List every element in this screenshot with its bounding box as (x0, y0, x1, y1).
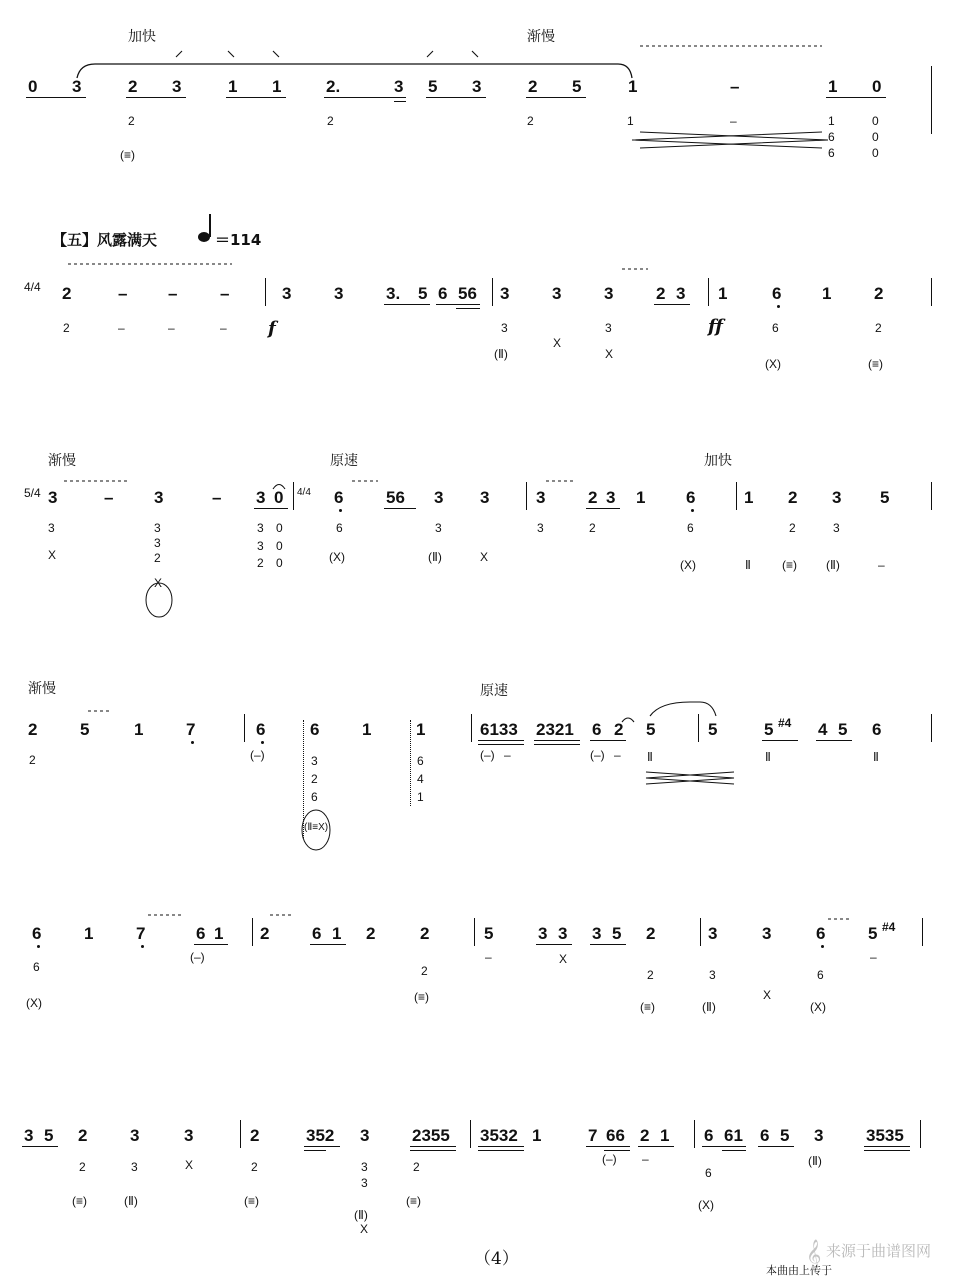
perc-mark: Ⅱ (745, 558, 751, 572)
perc-note: 0 (276, 521, 283, 535)
note: 3 (708, 924, 718, 943)
barline (922, 918, 923, 946)
perc-note: 0 (276, 556, 283, 570)
perc-mark: (≡) (414, 990, 429, 1004)
note-group: 3532 (480, 1126, 518, 1145)
note: 3 (538, 924, 548, 943)
perc-note: 3 (257, 521, 264, 535)
barline (240, 1120, 241, 1148)
note: 56 (458, 284, 477, 303)
perc-mark: X (559, 952, 568, 966)
a-tempo-marking: 原速 (480, 683, 508, 699)
note: 3 (536, 488, 546, 507)
note: 5 (572, 77, 582, 96)
perc-note: 2 (154, 551, 161, 565)
dynamic-f: f (268, 318, 276, 339)
note: 1 (828, 77, 838, 96)
perc-note: 6 (33, 960, 40, 974)
note: 1 (134, 720, 144, 739)
note: 3 (24, 1126, 34, 1145)
note-group: 2355 (412, 1126, 450, 1145)
perc-note: 3 (501, 321, 508, 335)
perc-mark: Ⅱ (765, 750, 771, 764)
perc-mark: (X) (329, 550, 345, 564)
note: 3 (394, 77, 404, 96)
underline (478, 1150, 524, 1151)
note-sharp: #4 (778, 716, 792, 730)
perc-dash: – (642, 1152, 649, 1166)
dash: – (730, 77, 740, 96)
perc-note: 3 (154, 521, 161, 535)
perc-note: 0 (276, 539, 283, 553)
note: 5 (646, 720, 656, 739)
perc-mark: (≡) (782, 558, 797, 572)
perc-mark: (≡) (244, 1194, 259, 1208)
note: 3. (386, 284, 401, 303)
perc-dash: – (614, 748, 621, 762)
note: 6 (256, 720, 266, 739)
barline (700, 918, 701, 946)
note: 3 (558, 924, 568, 943)
note: 3 (832, 488, 842, 507)
note: 3 (154, 488, 164, 507)
note: 5 (880, 488, 890, 507)
perc-note: 2 (421, 964, 428, 978)
perc-mark: (Ⅱ) (494, 347, 508, 361)
perc-note: 6 (705, 1166, 712, 1180)
underline (864, 1150, 910, 1151)
note: 5 (612, 924, 622, 943)
note: 2 (260, 924, 270, 943)
note: 6 (32, 924, 42, 943)
perc-mark: X (360, 1222, 369, 1236)
dash: – (212, 488, 222, 507)
note-group: 66 (606, 1126, 625, 1145)
perc-note: 0 (872, 114, 879, 128)
perc-note: 6 (687, 521, 694, 535)
perc-mark: (X) (765, 357, 781, 371)
note: 6 (196, 924, 206, 943)
note: 1 (822, 284, 832, 303)
note: 1 (214, 924, 224, 943)
note: 1 (628, 77, 638, 96)
note: 4 (818, 720, 828, 739)
perc-note: 6 (817, 968, 824, 982)
perc-note: 6 (828, 146, 835, 160)
underline (638, 1146, 674, 1147)
note: 5 (80, 720, 90, 739)
barline (694, 1120, 695, 1148)
note: 6 (704, 1126, 714, 1145)
note: 2 (656, 284, 666, 303)
note: 5 (428, 77, 438, 96)
dash: – (118, 284, 128, 303)
note: 5 (838, 720, 848, 739)
perc-mark: (–) (602, 1152, 617, 1166)
perc-note: 3 (154, 536, 161, 550)
underline (758, 1146, 794, 1147)
perc-note: 3 (833, 521, 840, 535)
perc-note: 6 (336, 521, 343, 535)
note-group: 6133 (480, 720, 518, 739)
rit-marking: 渐慢 (48, 453, 76, 469)
underline (410, 1150, 456, 1151)
page-number: （4） (474, 1249, 519, 1269)
perc-note: 2 (647, 968, 654, 982)
accel-marking: 加快 (128, 29, 156, 45)
note: 2 (874, 284, 884, 303)
underline (590, 944, 626, 945)
underline (478, 1146, 524, 1147)
underline (864, 1146, 910, 1147)
perc-note: 6 (772, 321, 779, 335)
perc-mark: (–) (590, 748, 605, 762)
perc-mark: X (605, 347, 614, 361)
perc-note: 3 (361, 1176, 368, 1190)
note: 0 (872, 77, 882, 96)
underline (586, 1146, 630, 1147)
treble-clef-logo-icon: 𝄞 (806, 1240, 822, 1270)
perc-mark: (–) (190, 950, 205, 964)
note: 6 (772, 284, 782, 303)
note: 2 (640, 1126, 650, 1145)
dash: – (220, 284, 230, 303)
note: 1 (718, 284, 728, 303)
perc-mark: Ⅱ (647, 750, 653, 764)
perc-mark: Ⅱ (873, 750, 879, 764)
note: 6 (310, 720, 320, 739)
perc-mark: (X) (810, 1000, 826, 1014)
note: 0 (274, 488, 284, 507)
perc-mark: (–) (250, 748, 265, 762)
dynamic-ff: ff (708, 316, 723, 337)
perc-note: 2 (589, 521, 596, 535)
a-tempo-marking: 原速 (330, 453, 358, 469)
note: 3 (472, 77, 482, 96)
note: 6 (592, 720, 602, 739)
barline (920, 1120, 921, 1148)
note: 1 (744, 488, 754, 507)
perc-mark: (Ⅱ) (808, 1154, 822, 1168)
perc-note: 1 (417, 790, 424, 804)
perc-dash: – (485, 950, 492, 964)
time-signature: 4/4 (297, 487, 311, 498)
perc-dash: – (730, 114, 737, 128)
perc-note: 3 (605, 321, 612, 335)
note: 3 (604, 284, 614, 303)
perc-note: 2 (327, 114, 334, 128)
perc-note: 1 (828, 114, 835, 128)
perc-mark: (Ⅱ≡X) (304, 822, 329, 833)
note: 2 (366, 924, 376, 943)
note: 6 (872, 720, 882, 739)
perc-mark: (X) (680, 558, 696, 572)
note: 5 (484, 924, 494, 943)
perc-mark: (Ⅱ) (354, 1208, 368, 1222)
note: 3 (172, 77, 182, 96)
section-label: 【五】风露满天 (52, 231, 158, 249)
note: 1 (660, 1126, 670, 1145)
time-signature: 5/4 (24, 486, 41, 500)
note: 6 (312, 924, 322, 943)
note: 2 (128, 77, 138, 96)
note: 2 (250, 1126, 260, 1145)
note: 1 (636, 488, 646, 507)
perc-mark: (X) (26, 996, 42, 1010)
note: 3 (500, 284, 510, 303)
perc-note: 2 (128, 114, 135, 128)
perc-mark: (Ⅱ) (702, 1000, 716, 1014)
perc-note: 1 (627, 114, 634, 128)
watermark: 来源于曲谱图网 (826, 1242, 932, 1260)
perc-mark: (≡) (120, 148, 135, 162)
time-signature: 4/4 (24, 280, 41, 294)
tempo-value: ＝114 (215, 231, 262, 249)
perc-note: 3 (311, 754, 318, 768)
perc-note: 4 (417, 772, 424, 786)
perc-dash: – (504, 748, 511, 762)
perc-note: 2 (63, 321, 70, 335)
note: 2 (646, 924, 656, 943)
note: 3 (552, 284, 562, 303)
perc-dash: – (168, 321, 175, 335)
note: 5 (418, 284, 428, 303)
octave-dot (821, 945, 824, 948)
note: 3 (48, 488, 58, 507)
note: 2. (326, 77, 341, 96)
rit-marking: 渐慢 (527, 29, 555, 45)
note: 3 (676, 284, 686, 303)
note: 3 (592, 924, 602, 943)
note: 2 (614, 720, 624, 739)
note: 2 (78, 1126, 88, 1145)
rit-marking: 渐慢 (28, 681, 56, 697)
perc-mark: X (553, 336, 562, 350)
note: 3 (606, 488, 616, 507)
perc-mark: (≡) (72, 1194, 87, 1208)
underline (604, 1150, 630, 1151)
octave-dot (37, 945, 40, 948)
perc-note: 2 (413, 1160, 420, 1174)
note: 7 (588, 1126, 598, 1145)
note: 2 (588, 488, 598, 507)
note: 2 (788, 488, 798, 507)
perc-mark: (≡) (406, 1194, 421, 1208)
underline (194, 944, 228, 945)
underline (304, 1150, 326, 1151)
perc-mark: (–) (480, 748, 495, 762)
perc-dash: – (118, 321, 125, 335)
note: 1 (362, 720, 372, 739)
perc-note: 0 (872, 130, 879, 144)
note: 5 (44, 1126, 54, 1145)
note: 1 (416, 720, 426, 739)
perc-note: 2 (875, 321, 882, 335)
perc-note: 3 (361, 1160, 368, 1174)
note: 6 (438, 284, 448, 303)
accel-marking: 加快 (704, 453, 732, 469)
note: 3 (72, 77, 82, 96)
note: 3 (814, 1126, 824, 1145)
note: 3 (184, 1126, 194, 1145)
perc-note: 3 (537, 521, 544, 535)
perc-mark: (≡) (640, 1000, 655, 1014)
perc-mark: X (763, 988, 772, 1002)
barline (470, 1120, 471, 1148)
note: 3 (360, 1126, 370, 1145)
perc-mark: X (48, 548, 57, 562)
note: 2 (528, 77, 538, 96)
note: 7 (186, 720, 196, 739)
perc-dash: – (220, 321, 227, 335)
note: 3 (480, 488, 490, 507)
note: 0 (28, 77, 38, 96)
dash: – (104, 488, 114, 507)
note: 2 (62, 284, 72, 303)
perc-mark: (Ⅱ) (428, 550, 442, 564)
note: 1 (272, 77, 282, 96)
perc-mark: X (154, 576, 163, 590)
perc-mark: (≡) (868, 357, 883, 371)
perc-note: 3 (709, 968, 716, 982)
note: 2 (420, 924, 430, 943)
perc-note: 6 (828, 130, 835, 144)
note: 1 (228, 77, 238, 96)
perc-note: 2 (29, 753, 36, 767)
perc-note: 3 (257, 539, 264, 553)
note: 1 (332, 924, 342, 943)
octave-dot (141, 945, 144, 948)
underline (310, 944, 346, 945)
barline (474, 918, 475, 946)
perc-note: 2 (527, 114, 534, 128)
perc-mark: (X) (698, 1198, 714, 1212)
barline (252, 918, 253, 946)
note: 2 (28, 720, 38, 739)
underline (304, 1146, 340, 1147)
perc-dash: – (878, 558, 885, 572)
perc-note: 2 (79, 1160, 86, 1174)
underline (536, 944, 572, 945)
note: 5 (764, 720, 774, 739)
note-group: 352 (306, 1126, 335, 1145)
note: 7 (136, 924, 146, 943)
perc-mark: (Ⅱ) (124, 1194, 138, 1208)
dash: – (168, 284, 178, 303)
note-group: 61 (724, 1126, 743, 1145)
perc-note: 3 (48, 521, 55, 535)
note: 5 (708, 720, 718, 739)
note: 6 (760, 1126, 770, 1145)
note-sharp: #4 (882, 920, 896, 934)
note: 6 (816, 924, 826, 943)
note: 6 (686, 488, 696, 507)
note: 5 (868, 924, 878, 943)
note: 3 (762, 924, 772, 943)
note: 3 (434, 488, 444, 507)
note: 1 (84, 924, 94, 943)
underline (22, 1146, 58, 1147)
perc-dash: – (870, 950, 877, 964)
perc-note: 3 (435, 521, 442, 535)
underline (702, 1146, 746, 1147)
perc-note: 6 (311, 790, 318, 804)
perc-mark: X (185, 1158, 194, 1172)
perc-note: 2 (251, 1160, 258, 1174)
perc-note: 3 (131, 1160, 138, 1174)
perc-note: 0 (872, 146, 879, 160)
perc-note: 2 (257, 556, 264, 570)
perc-note: 6 (417, 754, 424, 768)
note: 3 (334, 284, 344, 303)
note: 1 (532, 1126, 542, 1145)
note: 3 (130, 1126, 140, 1145)
perc-note: 2 (311, 772, 318, 786)
perc-mark: X (480, 550, 489, 564)
note: 3 (256, 488, 266, 507)
note: 3 (282, 284, 292, 303)
note: 5 (780, 1126, 790, 1145)
note: 6 (334, 488, 344, 507)
note-group: 3535 (866, 1126, 904, 1145)
underline (722, 1150, 746, 1151)
perc-note: 2 (789, 521, 796, 535)
perc-mark: (Ⅱ) (826, 558, 840, 572)
note: 56 (386, 488, 405, 507)
upload-credit: 本曲由上传于 (766, 1264, 832, 1277)
note-group: 2321 (536, 720, 574, 739)
underline (410, 1146, 456, 1147)
